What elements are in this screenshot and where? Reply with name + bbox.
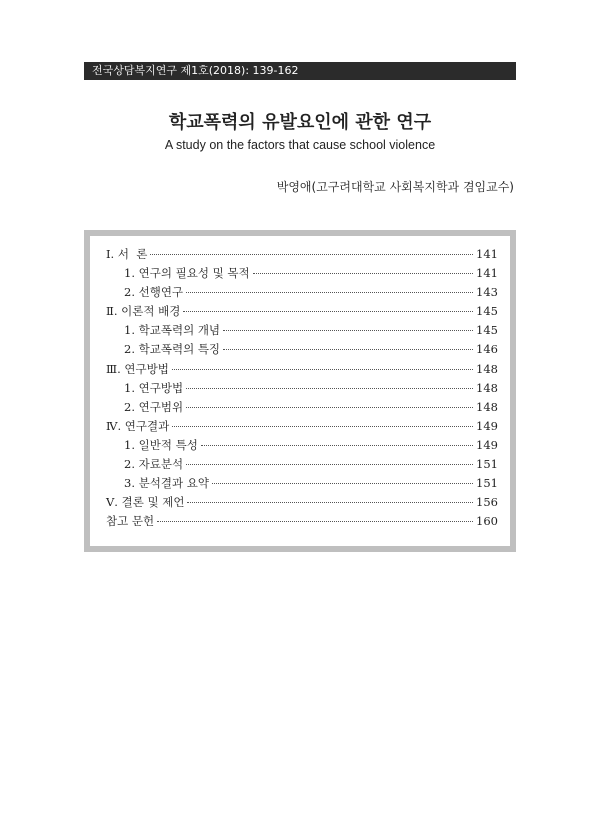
- toc-entry-page: 146: [476, 342, 498, 357]
- toc-entry-label: 1. 일반적 특성: [124, 437, 198, 452]
- toc-leader-dots: [183, 311, 473, 312]
- toc-entry-label: 1. 연구의 필요성 및 목적: [124, 266, 250, 281]
- toc-entry[interactable]: [106, 494, 498, 513]
- toc-leader-dots: [186, 407, 473, 408]
- toc-entry[interactable]: [106, 437, 498, 456]
- toc-entry[interactable]: [106, 322, 498, 341]
- toc-entry-page: 151: [476, 457, 498, 472]
- toc-list: [90, 236, 510, 546]
- toc-entry[interactable]: [106, 341, 498, 360]
- toc-entry-page: 143: [476, 285, 498, 300]
- toc-entry[interactable]: [106, 380, 498, 399]
- toc-entry[interactable]: [106, 475, 498, 494]
- toc-entry-label: Ⅴ. 결론 및 제언: [106, 495, 185, 510]
- toc-leader-dots: [187, 502, 473, 503]
- toc-entry-label: 2. 자료분석: [124, 457, 184, 472]
- toc-entry-page: 141: [476, 266, 498, 281]
- toc-leader-dots: [172, 426, 473, 427]
- toc-entry[interactable]: [106, 513, 498, 532]
- toc-leader-dots: [172, 369, 473, 370]
- toc-entry-page: 145: [476, 323, 498, 338]
- toc-entry-label: 참고 문헌: [106, 514, 155, 529]
- toc-leader-dots: [186, 388, 473, 389]
- toc-entry-page: 145: [476, 304, 498, 319]
- toc-entry-label: 2. 학교폭력의 특징: [124, 342, 221, 357]
- toc-leader-dots: [186, 464, 473, 465]
- toc-leader-dots: [212, 483, 473, 484]
- toc-entry[interactable]: [106, 303, 498, 322]
- toc-leader-dots: [150, 254, 473, 255]
- toc-leader-dots: [201, 445, 473, 446]
- toc-entry-page: 141: [476, 247, 498, 261]
- table-of-contents: [84, 230, 516, 552]
- toc-entry-page: 160: [476, 514, 498, 529]
- toc-entry-page: 148: [476, 361, 498, 376]
- toc-entry-page: 151: [476, 476, 498, 491]
- toc-entry[interactable]: [106, 361, 498, 380]
- toc-entry-label: Ⅰ. 서 론: [106, 247, 148, 261]
- toc-entry-page: 149: [476, 437, 498, 452]
- toc-entry-label: Ⅲ. 연구방법: [106, 361, 169, 376]
- toc-entry-label: Ⅳ. 연구결과: [106, 418, 170, 433]
- toc-entry-page: 148: [476, 380, 498, 395]
- journal-header: 전국상담복지연구 제1호(2018): 139-162: [84, 62, 516, 80]
- toc-entry[interactable]: [106, 246, 498, 265]
- toc-entry-label: 1. 학교폭력의 개념: [124, 323, 221, 338]
- toc-entry-page: 148: [476, 399, 498, 414]
- toc-leader-dots: [157, 521, 473, 522]
- toc-entry-label: 1. 연구방법: [124, 380, 184, 395]
- article-subtitle: A study on the factors that cause school violence: [164, 138, 436, 152]
- article-author: 박영애(고구려대학교 사회복지학과 겸임교수): [276, 180, 514, 194]
- toc-entry-label: Ⅱ. 이론적 배경: [106, 304, 181, 319]
- toc-entry-label: 3. 분석결과 요약: [124, 476, 209, 491]
- toc-entry-label: 2. 연구범위: [124, 399, 184, 414]
- toc-entry[interactable]: [106, 456, 498, 475]
- toc-entry-label: 2. 선행연구: [124, 285, 184, 300]
- toc-entry[interactable]: [106, 265, 498, 284]
- toc-entry-page: 156: [476, 495, 498, 510]
- toc-entry[interactable]: [106, 418, 498, 437]
- article-title: 학교폭력의 유발요인에 관한 연구: [168, 112, 432, 133]
- toc-leader-dots: [223, 330, 473, 331]
- toc-entry[interactable]: [106, 399, 498, 418]
- toc-entry-page: 149: [476, 418, 498, 433]
- toc-entry[interactable]: [106, 284, 498, 303]
- toc-leader-dots: [186, 292, 473, 293]
- toc-leader-dots: [253, 273, 473, 274]
- toc-leader-dots: [223, 349, 473, 350]
